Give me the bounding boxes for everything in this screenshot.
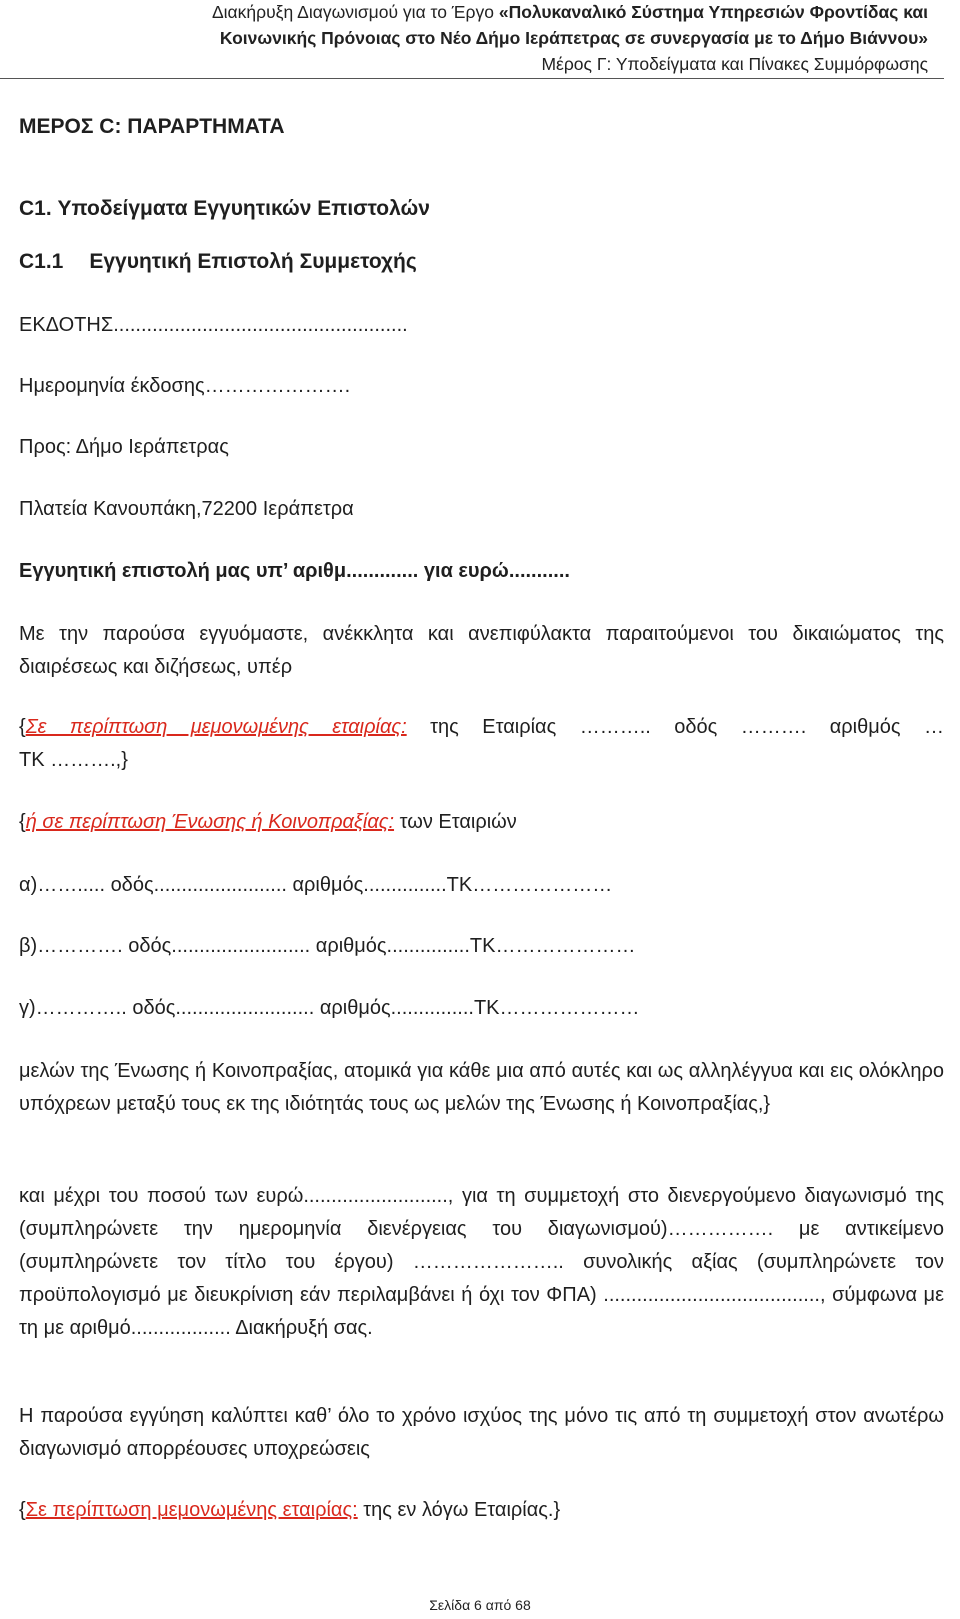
- case-single-company: [19, 711, 944, 777]
- page-footer: Σελίδα 6 από 68: [429, 1597, 531, 1613]
- final-case-label: Σε περίπτωση μεμονωμένης εταιρίας:: [25, 1499, 358, 1521]
- member-line-c: γ)………….. οδός......................... αριθμός...............ΤΚ…………………: [19, 997, 640, 1019]
- subsubsection-number: C1.1: [19, 250, 64, 273]
- final-case-single: [19, 1494, 944, 1527]
- issuer-line: ΕΚΔΟΤΗΣ.....................................................: [19, 314, 408, 336]
- case-single-label: Σε περίπτωση μεμονωμένης εταιρίας:: [25, 716, 407, 738]
- final-case-text: της εν λόγω Εταιρίας.}: [357, 1499, 561, 1521]
- paragraph-guarantee-intro: Με την παρούσα εγγυόμαστε, ανέκκλητα και ανεπιφύλακτα παραιτούμενοι του δικαιώματος της διαιρέσεως και διζήσεως, υπέρ: [19, 623, 944, 678]
- paragraph-union-members: μελών της Ένωσης ή Κοινοπραξίας, ατομικά για κάθε μια από αυτές και ως αλληλέγγυα και εις ολόκληρο υπόχρεων μεταξύ τους εκ της ιδιότητάς τους ως μελών της Ένωσης ή Κοινοπραξίας,}: [19, 1060, 944, 1115]
- section-title: ΜΕΡΟΣ C: ΠΑΡΑΡΤΗΜΑΤΑ: [19, 115, 285, 138]
- recipient-line: Προς: Δήμο Ιεράπετρας: [19, 436, 229, 458]
- header-line-2: Κοινωνικής Πρόνοιας στο Νέο Δήμο Ιεράπετρας σε συνεργασία με το Δήμο Βιάννου»: [219, 28, 928, 48]
- issue-date-line: Ημερομηνία έκδοσης………………….: [19, 375, 351, 397]
- paragraph-amount: και μέχρι του ποσού των ευρώ.........................., για τη συμμετοχή στο διενεργούμενο διαγωνισμό της (συμπληρώνετε την ημερομηνία διενέργειας του διαγωνισμού)……………. με αντικείμενο (συμπληρώνετε τον τίτλο του έργου) ………………….. συνολικής αξίας (συμπληρώνετε τον προϋπολογισμό με διευκρίνιση εάν περιλαμβάνει ή όχι τον ΦΠΑ) ......................................., σύμφωνα με τη με αριθμό.................. Διακήρυξή σας.: [19, 1185, 944, 1339]
- case-single-line-1: [19, 711, 944, 744]
- case-single-line-2: ΤΚ ……….,}: [19, 749, 128, 771]
- case-union-label: ή σε περίπτωση Ένωσης ή Κοινοπραξίας:: [25, 811, 395, 833]
- subsection-title: C1. Υποδείγματα Εγγυητικών Επιστολών: [19, 197, 430, 220]
- header-prefix: Διακήρυξη Διαγωνισμού για το Έργο: [211, 2, 499, 22]
- case-union-text: των Εταιριών: [394, 811, 517, 833]
- address-line: Πλατεία Κανουπάκη,72200 Ιεράπετρα: [19, 498, 354, 520]
- paragraph-coverage: Η παρούσα εγγύηση καλύπτει καθ’ όλο το χρόνο ισχύος της μόνο τις από τη συμμετοχή στον ανωτέρω διαγωνισμό απορρέουσες υποχρεώσεις: [19, 1405, 944, 1460]
- header-line-3: Μέρος Γ: Υποδείγματα και Πίνακες Συμμόρφωσης: [541, 54, 928, 74]
- brace-open: {: [19, 716, 26, 738]
- subsubsection-heading: [19, 245, 944, 278]
- page-header: [0, 0, 944, 79]
- brace-open: {: [19, 1499, 26, 1521]
- header-project-title: «Πολυκαναλικό Σύστημα Υπηρεσιών Φροντίδας και: [498, 2, 928, 22]
- member-line-b: β)…………. οδός......................... αριθμός...............ΤΚ…………………: [19, 935, 636, 957]
- case-single-text: της Εταιρίας ……….. οδός ………. αριθμός …: [406, 716, 944, 738]
- header-line-1: [212, 0, 928, 25]
- member-line-a: α)……..... οδός........................ αριθμός...............ΤΚ…………………: [19, 874, 613, 896]
- case-union: [19, 806, 944, 839]
- letter-reference: Εγγυητική επιστολή μας υπ’ αριθμ............. για ευρώ...........: [19, 560, 570, 582]
- brace-open: {: [19, 811, 26, 833]
- subsubsection-title: Εγγυητική Επιστολή Συμμετοχής: [89, 250, 417, 273]
